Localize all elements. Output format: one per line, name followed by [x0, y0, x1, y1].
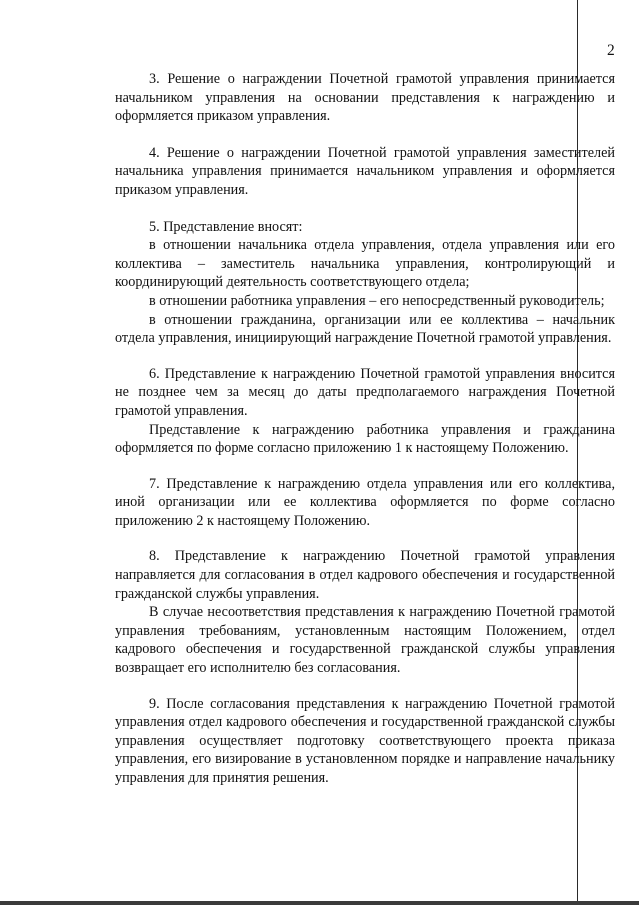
document-body	[115, 70, 615, 788]
paragraph-5-item-2: в отношении работника управления – его непосредственный руководитель;	[149, 292, 605, 309]
paragraph-6: 6. Представление к награждению Почетной грамотой управления вносится не позднее чем за месяц до даты предполагаемого награждения Почетной грамотой управления.	[115, 365, 615, 419]
paragraph-6-continued: Представление к награждению работника управления и гражданина оформляется по форме согласно приложению 1 к настоящему Положению.	[115, 421, 615, 457]
paragraph-5-item-1: в отношении начальника отдела управления, отдела управления или его коллектива – заместитель начальника управления, контролирующий и координирующий деятельность соответствующего отдела;	[115, 237, 615, 291]
paragraph-9: 9. После согласования представления к награждению Почетной грамотой управления отдел кадрового обеспечения и государственной гражданской службы управления осуществляет подготовку соответствующего проекта приказа управления, его визирование в установленном порядке и направление начальнику управления для принятия решения.	[115, 695, 615, 786]
paragraph-7: 7. Представление к награждению отдела управления или его коллектива, иной организации или ее коллектива оформляется по форме согласно приложению 2 к настоящему Положению.	[115, 475, 615, 529]
paragraph-8-continued: В случае несоответствия представления к награждению Почетной грамотой управления требованиям, установленным настоящим Положением, отдел кадрового обеспечения и государственной гражданской службы управления возвращает его исполнителю без согласования.	[115, 604, 615, 677]
paragraph-5-heading: 5. Представление вносят:	[149, 218, 303, 235]
paragraph-8: 8. Представление к награждению Почетной грамотой управления направляется для согласования в отдел кадрового обеспечения и государственной гражданской службы управления.	[115, 548, 615, 602]
page-number: 2	[607, 42, 615, 59]
paragraph-5-item-3: в отношении гражданина, организации или ее коллектива – начальник отдела управления, инициирующий награждение Почетной грамотой управления.	[115, 311, 615, 347]
paragraph-3: 3. Решение о награждении Почетной грамотой управления принимается начальником управления на основании представления к награждению и оформляется приказом управления.	[115, 71, 615, 125]
scan-bottom-edge	[0, 901, 639, 905]
paragraph-4: 4. Решение о награждении Почетной грамотой управления заместителей начальника управления принимается начальником управления и оформляется приказом управления.	[115, 144, 615, 198]
